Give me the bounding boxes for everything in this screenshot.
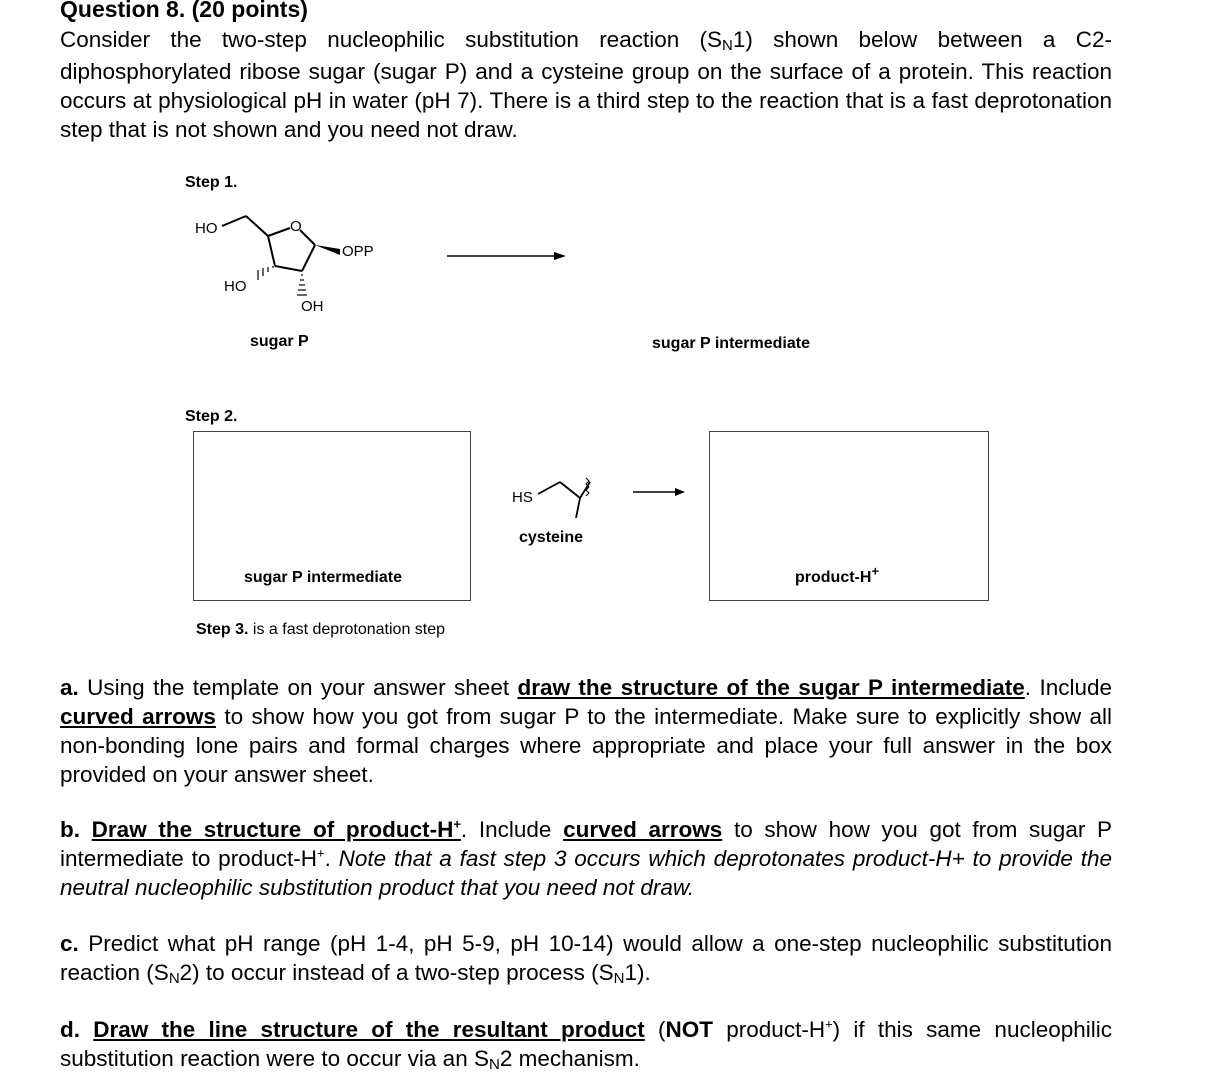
bond-ho-ch2 [222, 216, 246, 226]
bond-o-c1 [300, 230, 315, 245]
hashed-bond-ho-left [258, 266, 273, 280]
atom-ring-o: O [290, 218, 302, 235]
step1-label: Step 1. [185, 174, 238, 191]
intermediate-answer-box [193, 431, 471, 601]
hashed-bond-oh-bottom [297, 275, 307, 295]
step2-label: Step 2. [185, 408, 238, 425]
product-box-label: product-H+ [795, 563, 880, 586]
bond-c2-c3 [275, 266, 302, 271]
part-a: a. Using the template on your answer sheet draw the structure of the sugar P intermediate. Include curved arrows to show how you got from sugar P to the intermediate. Make sure to explicitly show all non-bonding lone pairs and formal charges where appropriate and place your full answer in the box provided on your answer sheet. [60, 675, 1113, 787]
wedge-bond-opp [315, 245, 340, 255]
product-answer-box [709, 431, 989, 601]
sugar-p-intermediate-label: sugar P intermediate [652, 335, 810, 352]
atom-ho-top: HO [195, 220, 218, 237]
atom-oh-bottom: OH [301, 298, 324, 315]
part-c: c. Predict what pH range (pH 1-4, pH 5-9, pH 10-14) would allow a one-step nucleophilic substitution reaction (SN2) to occur instead of a two-step process (SN1). [60, 931, 1112, 987]
intermediate-box-label: sugar P intermediate [244, 569, 402, 586]
part-d: d. Draw the line structure of the resultant product (NOT product-H+) if this same nucleophilic substitution reaction were to occur via an SN2 mechanism. [60, 1016, 1113, 1073]
atom-hs: HS [512, 489, 533, 506]
bond-c1-c2 [302, 245, 315, 271]
bond-ch2-c4 [246, 216, 268, 236]
step3-note: Step 3. is a fast deprotonation step [196, 621, 446, 638]
bond-c3-c4 [268, 236, 275, 266]
step2-arrow [633, 488, 685, 496]
atom-ho-left: HO [224, 278, 247, 295]
bond-c4-o [268, 228, 290, 236]
part-b: b. Draw the structure of product-H+. Include curved arrows to show how you got from sugar P intermediate to product-H+. Note that a fast step 3 occurs which deprotonates product-H+ to provide the neutral nucleophilic substitution product that you need not draw. [60, 816, 1112, 900]
sugar-p-label: sugar P [250, 333, 309, 350]
step1-arrow [447, 252, 566, 260]
question-title: Question 8. (20 points) [60, 0, 308, 22]
cysteine-structure [538, 482, 590, 518]
atom-opp: OPP [342, 243, 374, 260]
cysteine-label: cysteine [519, 529, 584, 546]
question-intro: Consider the two-step nucleophilic substitution reaction (SN1) shown below between a C2-diphosphorylated ribose sugar (sugar P) and a cysteine group on the surface of a protein. This reaction occurs at physiological pH in water (pH 7). There is a third step to the reaction that is a fast deprotonation step that is not shown and you need not draw. [60, 27, 1112, 142]
